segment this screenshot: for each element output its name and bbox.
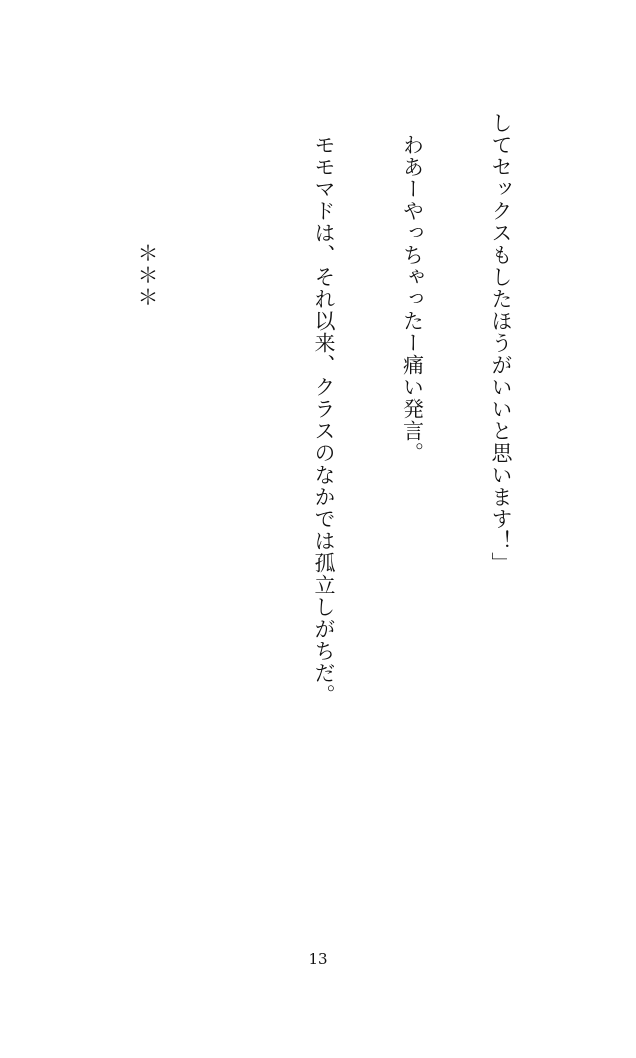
text-line: わあーやっちゃったー痛い発言。 bbox=[400, 112, 425, 464]
text-line: モモマドは、それ以来、クラスのなかでは孤立しがちだ。 bbox=[312, 112, 336, 706]
blank-line bbox=[43, 112, 73, 912]
vertical-text-body bbox=[0, 112, 574, 912]
page-number: 13 bbox=[308, 950, 328, 968]
blank-line bbox=[220, 112, 250, 912]
text-line: してセックスもしたほうがいいと思います！」 bbox=[489, 112, 513, 574]
section-break-asterisks: ＊＊＊ bbox=[135, 242, 159, 308]
